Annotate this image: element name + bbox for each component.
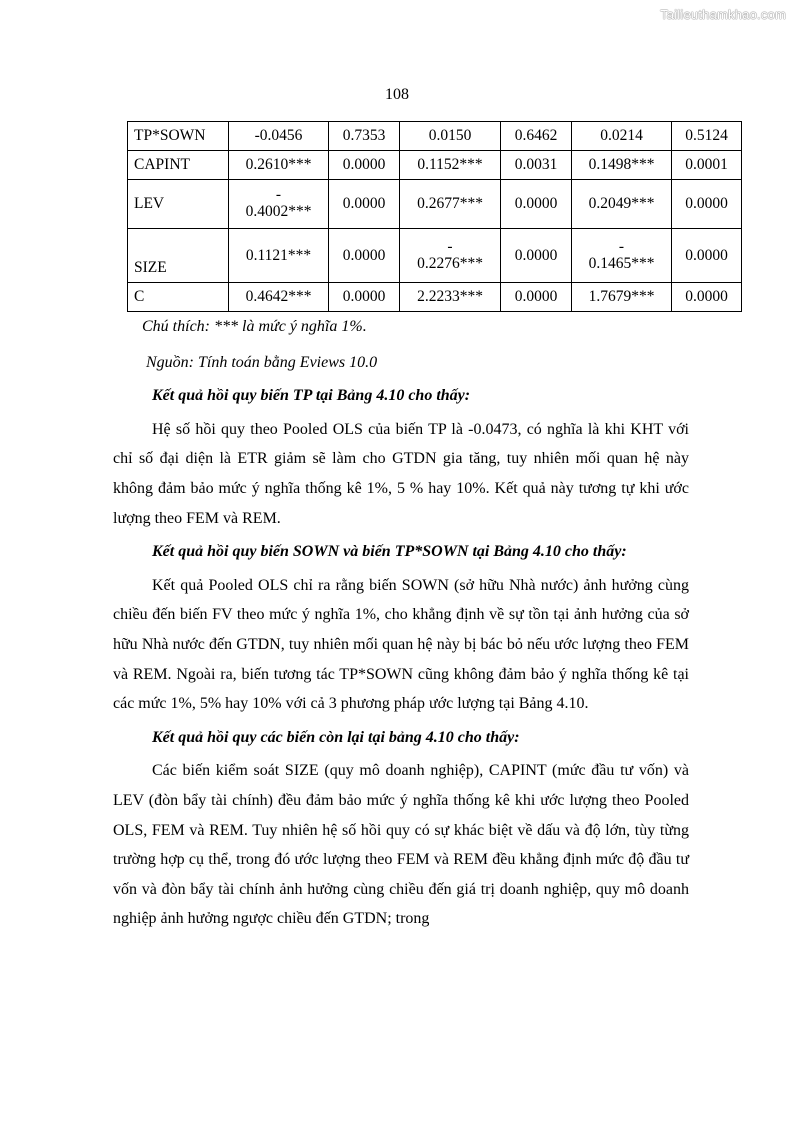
row-label: SIZE (128, 229, 229, 283)
section-heading: Kết quả hồi quy biến TP tại Bảng 4.10 cho thấy: (152, 387, 471, 405)
table-cell: 0.0000 (672, 229, 742, 283)
regression-table (127, 121, 742, 312)
table-cell: -0.0456 (229, 122, 329, 151)
row-label: CAPINT (128, 151, 229, 180)
section-heading: Kết quả hồi quy biến SOWN và biến TP*SOWN tại Bảng 4.10 cho thấy: (152, 543, 627, 561)
table-cell: 0.0150 (400, 122, 501, 151)
table-cell: 0.2677*** (400, 180, 501, 229)
table-cell: 0.0214 (572, 122, 672, 151)
minus-sign: - (275, 186, 282, 203)
paragraph: Kết quả Pooled OLS chỉ ra rằng biến SOWN (sở hữu Nhà nước) ảnh hưởng cùng chiều đến biến FV theo mức ý nghĩa 1%, cho khẳng định về sự tồn tại ảnh hưởng của sở hữu Nhà nước đến GTDN, tuy nhiên mối quan hệ này bị bác bỏ nếu ước lượng theo FEM và REM. Ngoài ra, biến tương tác TP*SOWN cũng không đảm bảo ý nghĩa thống kê tại các mức 1%, 5% hay 10% với cả 3 phương pháp ước lượng tại Bảng 4.10. (113, 576, 689, 713)
table-cell: 0.4642*** (229, 283, 329, 312)
table-cell: 1.7679*** (572, 283, 672, 312)
table-cell (572, 229, 672, 283)
table-cell: 0.0000 (672, 283, 742, 312)
table-cell: 0.0000 (329, 229, 400, 283)
row-label: C (128, 283, 229, 312)
table-cell: 0.2610*** (229, 151, 329, 180)
watermark: Tailieuthamkhao.com (660, 7, 786, 22)
table-row (128, 180, 742, 229)
table-cell: 0.0000 (501, 229, 572, 283)
table-cell: 0.1152*** (400, 151, 501, 180)
table-cell: 2.2233*** (400, 283, 501, 312)
table-row (128, 151, 742, 180)
paragraph: Các biến kiểm soát SIZE (quy mô doanh nghiệp), CAPINT (mức đầu tư vốn) và LEV (đòn bẩy tài chính) đều đảm bảo mức ý nghĩa thống kê khi ước lượng theo Pooled OLS, FEM và REM. Tuy nhiên hệ số hồi quy có sự khác biệt về dấu và độ lớn, tùy từng trường hợp cụ thể, trong đó ước lượng theo FEM và REM đều khẳng định mức độ đầu tư vốn và đòn bẩy tài chính ảnh hưởng cùng chiều đến giá trị doanh nghiệp, quy mô doanh nghiệp ảnh hưởng ngược chiều đến GTDN; trong (113, 762, 689, 928)
table-cell: 0.0001 (672, 151, 742, 180)
table-cell: 0.1498*** (572, 151, 672, 180)
table-cell: 0.0000 (501, 180, 572, 229)
table-cell: 0.0000 (329, 151, 400, 180)
table-cell: 0.1121*** (229, 229, 329, 283)
table-row (128, 122, 742, 151)
table-row (128, 283, 742, 312)
table-cell: 0.0000 (329, 283, 400, 312)
body-text (113, 312, 689, 934)
row-label: TP*SOWN (128, 122, 229, 151)
table-cell: 0.0000 (672, 180, 742, 229)
coefficient: 0.1465*** (588, 254, 655, 272)
table-cell: 0.0031 (501, 151, 572, 180)
section-heading: Kết quả hồi quy các biến còn lại tại bảng 4.10 cho thấy: (152, 728, 520, 746)
table-cell: 0.5124 (672, 122, 742, 151)
table-cell (229, 180, 329, 229)
table-source: Nguồn: Tính toán bằng Eviews 10.0 (146, 353, 378, 371)
table-cell: 0.0000 (329, 180, 400, 229)
table-cell: 0.6462 (501, 122, 572, 151)
table-cell: 0.7353 (329, 122, 400, 151)
page-number: 108 (385, 86, 409, 103)
table-cell (400, 229, 501, 283)
paragraph: Hệ số hồi quy theo Pooled OLS của biến TP là -0.0473, có nghĩa là khi KHT với chỉ số đại diện là ETR giảm sẽ làm cho GTDN gia tăng, tuy nhiên mối quan hệ này không đảm bảo mức ý nghĩa thống kê 1%, 5 % hay 10%. Kết quả này tương tự khi ước lượng theo FEM và REM. (113, 420, 689, 527)
table-row (128, 229, 742, 283)
table-note: Chú thích: *** là mức ý nghĩa 1%. (142, 318, 367, 335)
minus-sign: - (447, 237, 453, 255)
coefficient: 0.2276*** (417, 254, 483, 272)
table-cell: 0.2049*** (572, 180, 672, 229)
table-cell: 0.0000 (501, 283, 572, 312)
row-label: LEV (128, 180, 229, 229)
minus-sign: - (618, 237, 625, 255)
coefficient: 0.4002*** (245, 203, 312, 220)
